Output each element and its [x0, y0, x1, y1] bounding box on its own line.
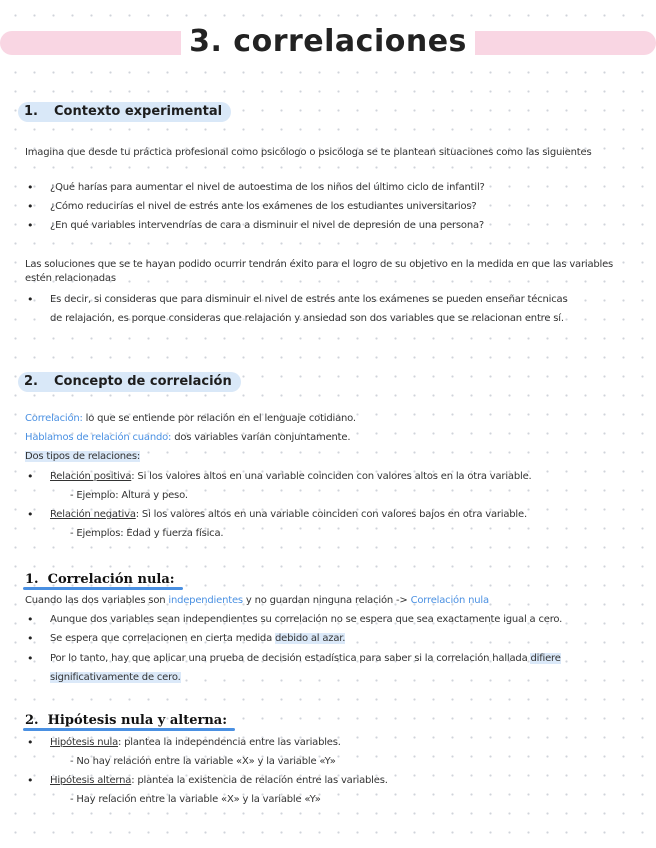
hipotesis-nula-example: - No hay relación entre la variable «X» y la variable «Y» — [70, 756, 336, 767]
bullet: • — [27, 508, 34, 521]
section-heading-contexto: 1. Contexto experimental — [18, 102, 231, 122]
bullet: • — [27, 774, 34, 787]
heading-underline — [23, 728, 235, 731]
bullet: • — [27, 181, 34, 194]
relacion-negativa: Relación negativa: Si los valores altos en una variable coinciden con valores bajos en otra variable. — [50, 509, 527, 520]
heading-underline — [23, 587, 183, 590]
example-line-2: de relajación, es porque consideras que relajación y ansiedad son dos variables que se relacionan entre sí. — [50, 313, 564, 324]
hipotesis-alterna: Hipótesis alterna: plantea la existencia de relación entre las variables. — [50, 775, 388, 786]
nula-bullet-3: Por lo tanto, hay que aplicar una prueba de decisión estadística para saber si la correlación hallada difiere — [50, 653, 561, 664]
question-item: ¿Qué harías para aumentar el nivel de autoestima de los niños del último ciclo de infantil? — [50, 182, 485, 193]
bullet: • — [27, 613, 34, 626]
bullet: • — [27, 200, 34, 213]
bullet: • — [27, 736, 34, 749]
nula-bullet-3-cont: significativamente de cero. — [50, 672, 181, 683]
hipotesis-nula: Hipótesis nula: plantea la independencia entre las variables. — [50, 737, 341, 748]
example-negativa: - Ejemplos: Edad y fuerza física. — [70, 528, 224, 539]
question-item: ¿Cómo reducirías el nivel de estrés ante los exámenes de los estudiantes universitarios? — [50, 201, 477, 212]
bullet: • — [27, 470, 34, 483]
definition-relacion: Hablamos de relación cuando: dos variables varían conjuntamente. — [25, 432, 351, 443]
bullet: • — [27, 632, 34, 645]
types-label: Dos tipos de relaciones: — [25, 451, 141, 462]
page-title: 3. correlaciones — [0, 24, 656, 59]
definition-correlacion: Correlación: lo que se entiende por relación en el lenguaje cotidiano. — [25, 413, 356, 424]
subheading-correlacion-nula: 1. Correlación nula: — [25, 572, 175, 587]
nula-lead: Cuando las dos variables son independientes y no guardan ninguna relación -> Correlación nula — [25, 595, 489, 606]
solutions-paragraph: Las soluciones que se te hayan podido ocurrir tendrán éxito para el logro de su objetivo en la medida en que las variables estén relacionadas — [25, 259, 614, 284]
intro-paragraph: Imagina que desde tu práctica profesional como psicólogo o psicóloga se te plantean situaciones como las siguientes — [25, 147, 592, 158]
example-positiva: - Ejemplo: Altura y peso. — [70, 490, 188, 501]
bullet: • — [27, 293, 34, 306]
term-relacion: Hablamos de relación cuando: — [25, 432, 172, 443]
question-item: ¿En qué variables intervendrías de cara a disminuir el nivel de depresión de una persona? — [50, 220, 485, 231]
bullet: • — [27, 652, 34, 665]
hipotesis-alterna-example: - Hay relación entre la variable «X» y la variable «Y» — [70, 794, 321, 805]
example-line-1: Es decir, si consideras que para disminuir el nivel de estrés ante los exámenes se pueden enseñar técnicas — [50, 294, 568, 305]
subheading-hipotesis: 2. Hipótesis nula y alterna: — [25, 713, 227, 728]
nula-bullet-2: Se espera que correlacionen en cierta medida debido al azar. — [50, 633, 346, 644]
section-heading-concepto: 2. Concepto de correlación — [18, 372, 241, 392]
nula-bullet-1: Aunque dos variables sean independientes su correlación no se espera que sea exactamente igual a cero. — [50, 614, 563, 625]
relacion-positiva: Relación positiva: Si los valores altos en una variable coinciden con valores altos en la otra variable. — [50, 471, 532, 482]
term-correlacion: Correlación: — [25, 413, 83, 424]
bullet: • — [27, 219, 34, 232]
